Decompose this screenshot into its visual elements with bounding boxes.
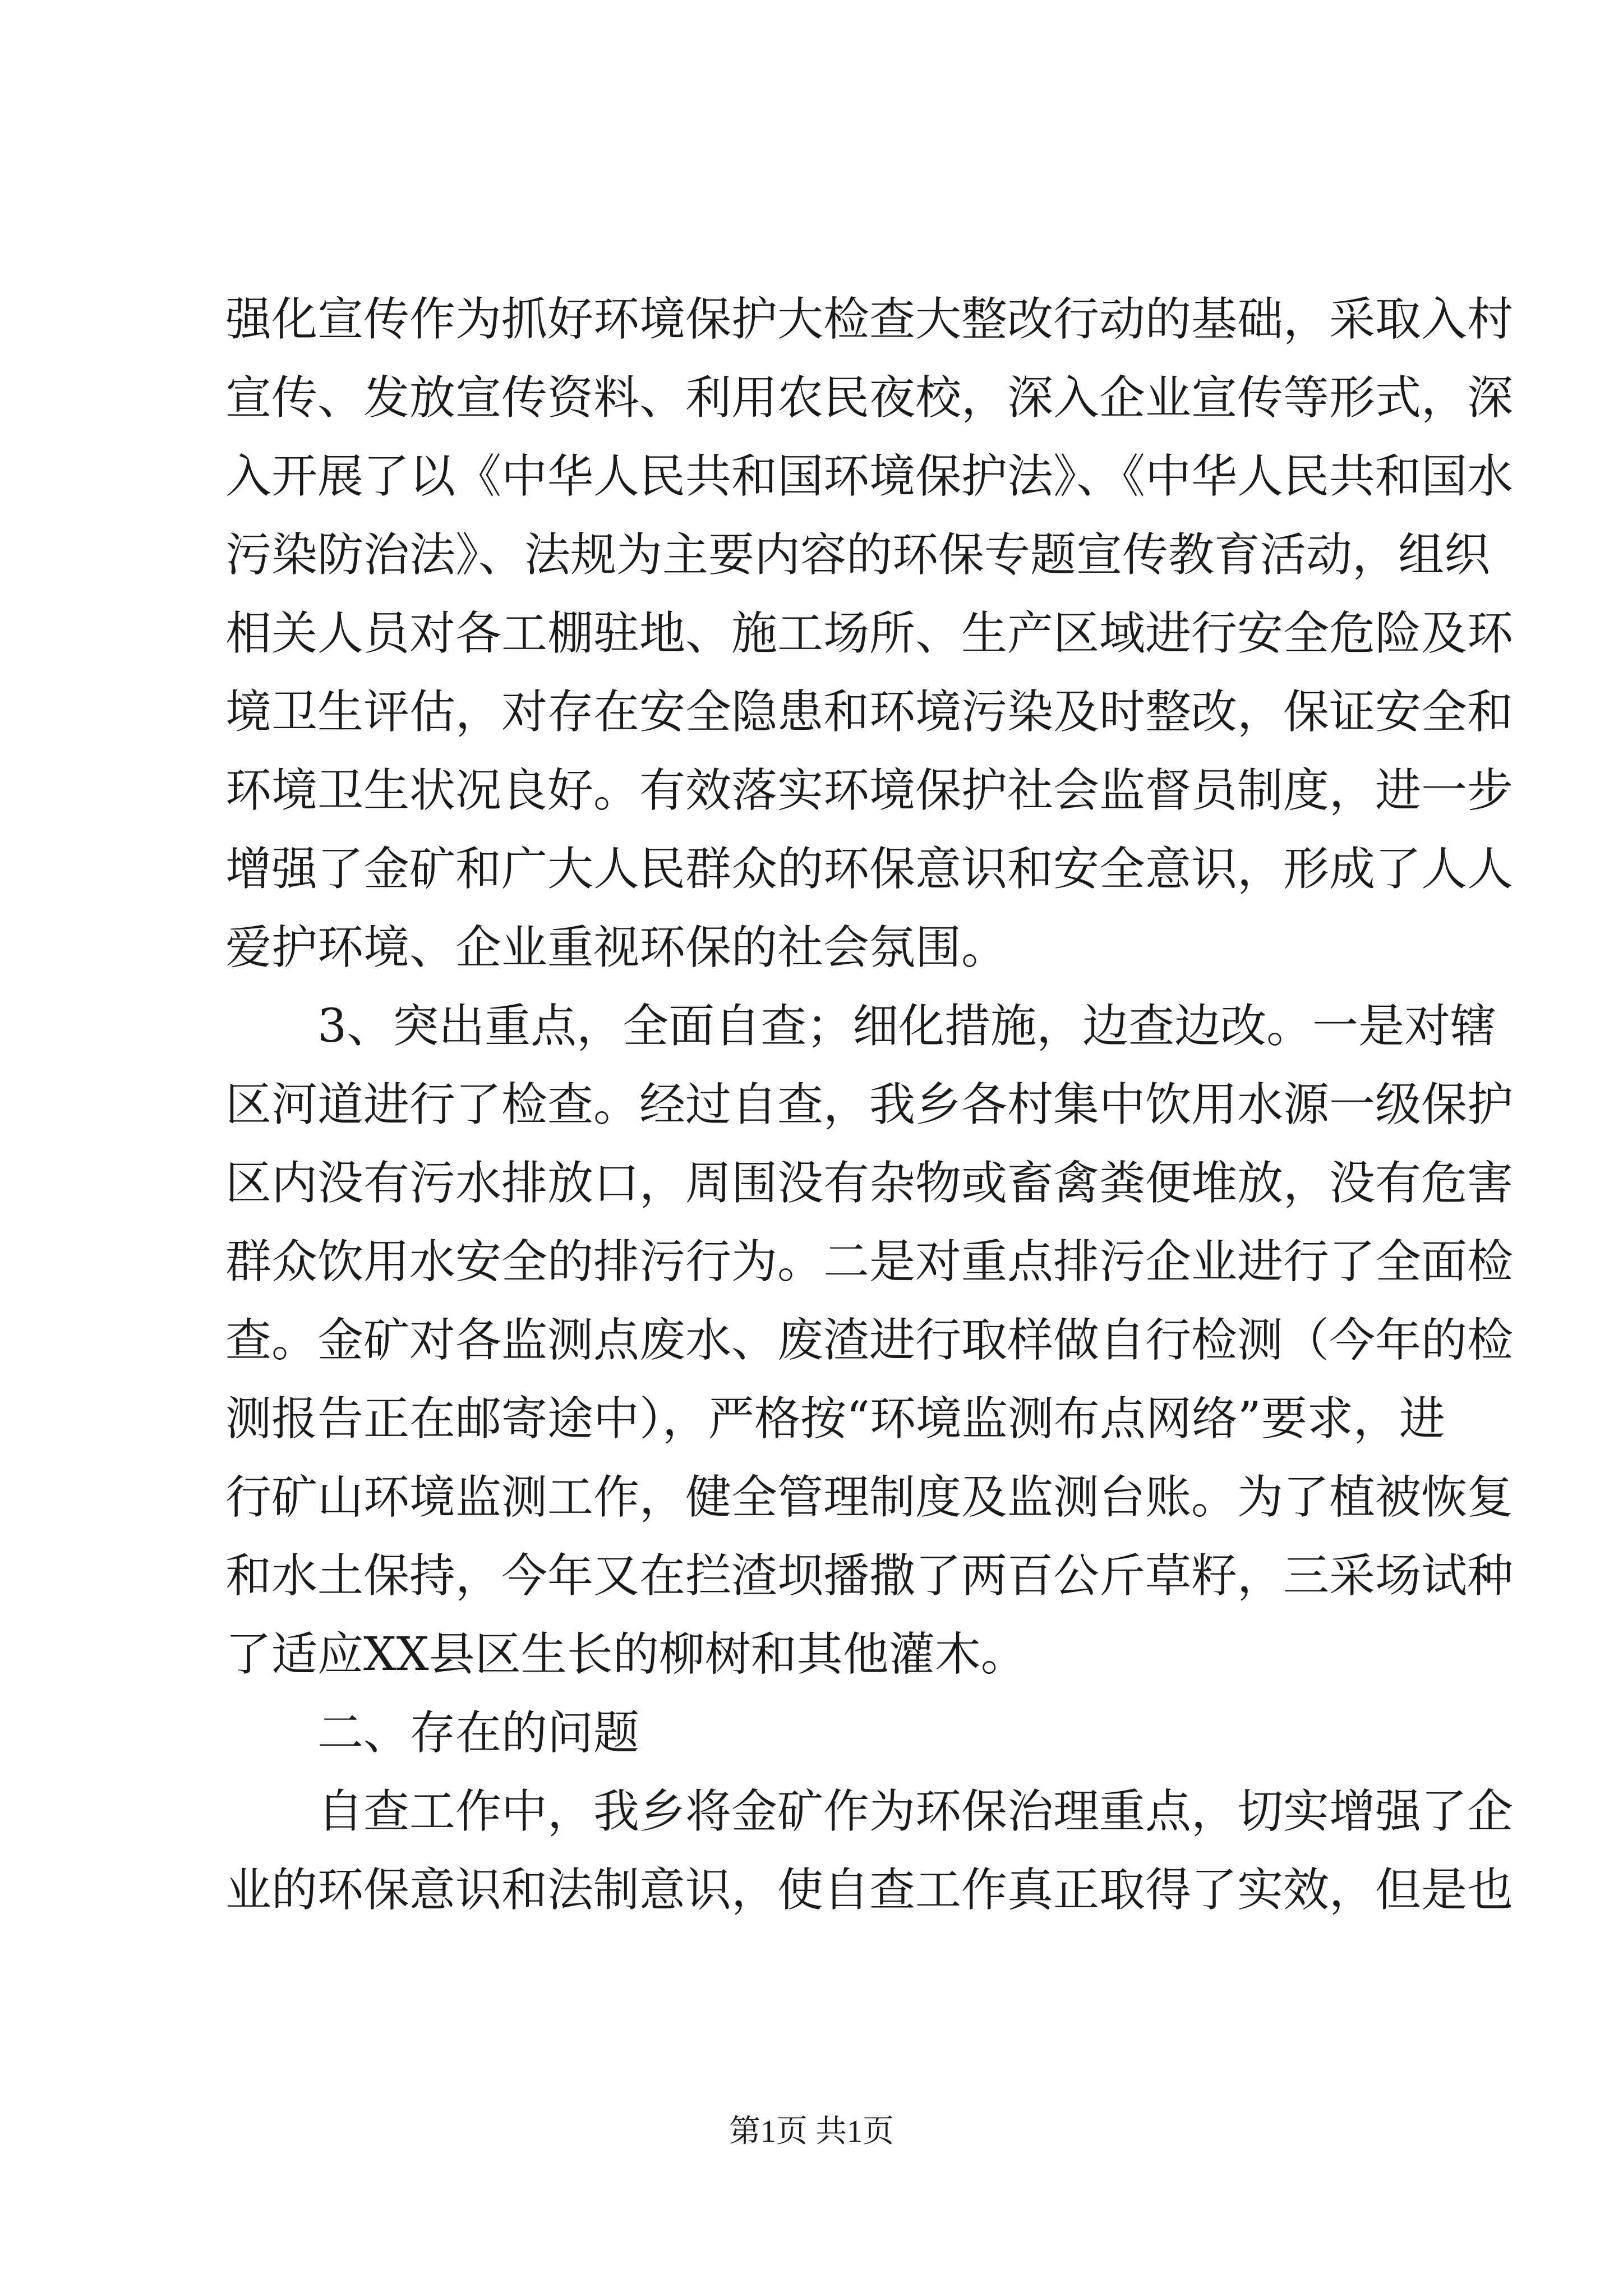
text-line: 区内没有污水排放口，周围没有杂物或畜禽粪便堆放，没有危害	[225, 1157, 1514, 1210]
text-line: 行矿山环境监测工作，健全管理制度及监测台账。为了植被恢复	[225, 1471, 1514, 1524]
text-line: 自查工作中，我乡将金矿作为环保治理重点，切实增强了企	[317, 1785, 1514, 1838]
document-body	[225, 280, 1514, 1930]
text-line: 了适应XX县区生长的柳树和其他灌木。	[225, 1628, 1027, 1681]
text-line: 区河道进行了检查。经过自查，我乡各村集中饮用水源一级保护	[225, 1078, 1514, 1131]
text-line: 和水土保持，今年又在拦渣坝播撒了两百公斤草籽，三采场试种	[225, 1549, 1514, 1603]
text-line: 强化宣传作为抓好环境保护大检查大整改行动的基础，采取入村	[225, 293, 1514, 346]
text-line: 业的环保意识和法制意识，使自查工作真正取得了实效，但是也	[225, 1864, 1514, 1917]
text-line: 污染防治法》、法规为主要内容的环保专题宣传教育活动，组织	[225, 528, 1491, 582]
text-line: 增强了金矿和广大人民群众的环保意识和安全意识，形成了人人	[225, 843, 1514, 896]
text-line: 相关人员对各工棚驻地、施工场所、生产区域进行安全危险及环	[225, 607, 1514, 660]
text-line: 爱护环境、企业重视环保的社会氛围。	[225, 921, 1008, 974]
page-number: 第1页 共1页	[729, 2114, 894, 2149]
text-line: 境卫生评估，对存在安全隐患和环境污染及时整改，保证安全和	[225, 685, 1514, 739]
page-footer	[0, 2109, 1623, 2154]
text-line: 宣传、发放宣传资料、利用农民夜校，深入企业宣传等形式，深	[225, 371, 1514, 425]
text-line: 测报告正在邮寄途中），严格按“环境监测布点网络”要求，进	[225, 1392, 1445, 1446]
text-line: 群众饮用水安全的排污行为。二是对重点排污企业进行了全面检	[225, 1235, 1514, 1289]
text-line: 查。金矿对各监测点废水、废渣进行取样做自行检测（今年的检	[225, 1314, 1514, 1367]
text-line: 入开展了以《中华人民共和国环境保护法》、《中华人民共和国水	[225, 450, 1514, 503]
text-line: 3、突出重点，全面自查；细化措施，边查边改。一是对辖	[317, 1000, 1497, 1053]
text-line: 环境卫生状况良好。有效落实环境保护社会监督员制度，进一步	[225, 764, 1514, 817]
section-heading: 二、存在的问题	[317, 1706, 640, 1760]
